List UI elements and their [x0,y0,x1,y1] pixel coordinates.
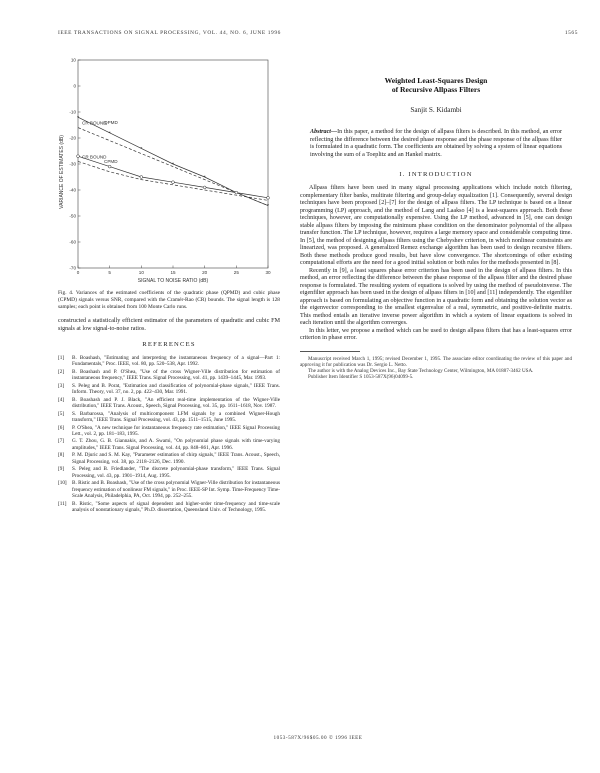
data-point [267,196,270,199]
reference-item [58,397,280,410]
reference-number: [4] [58,396,65,403]
intro-paragraph-3: In this letter, we propose a method which can be used to design allpass filters that has a least-squares error criterion in phase error. [300,327,572,342]
paper-column [300,52,572,381]
journal-header: IEEE TRANSACTIONS ON SIGNAL PROCESSING, VOL. 44, NO. 6, JUNE 1996 [58,30,281,36]
reference-number: [5] [58,410,65,417]
reference-item [58,501,280,514]
data-point [203,186,206,189]
data-point: * [203,174,206,180]
reference-item [58,369,280,382]
data-point [140,176,143,179]
reference-number: [1] [58,355,65,361]
references-heading: REFERENCES [142,341,196,348]
paper-author: Sanjit S. Kidambi [410,106,462,115]
y-axis-label: VARIANCE OF ESTIMATES (dB) [59,135,65,209]
reference-number: [3] [58,382,65,389]
reference-text: B. Ristic, "Some aspects of signal dependent and higher-order time-frequency and time-scale analysis of nonstationary signals," Ph.D. dissertation, Queensland Univ. of Technology, 1995. [72,500,280,513]
abstract [300,129,572,159]
x-tick-label: 10 [138,270,144,275]
reference-item [58,438,280,451]
reference-number: [6] [58,424,65,431]
footnote-rule [300,351,360,352]
figure-caption: Fig. 4. Variances of the estimated coefficients of the quadratic phase (QPMD) and cubic phase (CPMD) signals versus SNR, compared with the Cramér-Rao (CR) bounds. The signal length is 128 samples; each point is obtained from 100 Monte Carlo runs. [58,290,280,310]
reference-text: P. M. Djuric and S. M. Kay, "Parameter estimation of chirp signals," IEEE Trans. Acoust., Speech, Signal Processing, vol. 38, pp. 2118–2126, Dec. 1990. [72,452,280,465]
series-annotation: CR BOUND [82,154,107,160]
series-annotation: CR BOUND [82,120,107,126]
publication-id: 1053-587X/96$05.00 © 1996 IEEE [273,735,363,741]
abstract-text: In this paper, a method for the design of allpass filters is described. In this method, an error reflecting the difference between the desired phase response and the phase response of the allpass filter is formulated in a quadratic form. The coefficients are obtained by solving a system of linear equations involving the sum of a Toeplitz and an Hankel matrix. [310,129,562,158]
data-point: * [140,146,143,151]
reference-text: B. Boashash, "Estimating and interpreting the instantaneous frequency of a signal—Part 1: Fundamentals," Proc. IEEE, vol. 80, pp. 520–538, Apr. 1992. [72,355,280,368]
x-tick-label: 25 [233,270,239,275]
x-axis-label: SIGNAL TO NOISE RATIO (dB) [137,278,209,284]
reference-number: [9] [58,466,65,473]
y-tick-label: -40 [69,187,76,193]
reference-number: [11] [58,500,67,507]
x-tick-label: 15 [170,270,176,275]
footnote-publisher-id: Publisher Item Identifier S 1053-587X(96)04099-5. [308,374,414,381]
y-tick-label: 0 [73,83,76,89]
y-tick-label: -60 [69,239,76,245]
title-line-1: Weighted Least-Squares Design [384,76,488,85]
left-column-text [58,318,280,514]
reference-text: B. Boashash and P. O'Shea, "Use of the cross Wigner-Ville distribution for estimation of instantaneous frequency," IEEE Trans. Signal Processing, vol. 41, pp. 1439–1445, Mar. 1993. [72,368,280,382]
reference-item [58,411,280,424]
reference-item [58,466,280,479]
intro-paragraph-1: Allpass filters have been used in many signal processing applications which include notch filtering, complementary filter banks, multirate filtering and group-delay equalization [1]. Consequently, several design techniques have been proposed [2]–[7] for the design of allpass filters. The LP technique is based on a linear programming (LP) approach, and the method of Lang and Laakso [4] is a least-squares approach. Both these techniques, however, are computationally expensive. Using the LP method, advanced in [5], one can design stable allpass filters by imposing the minimum phase condition on the denominator polynomial of the allpass transfer function. The LP technique, however, requires a large memory space and considerable computing time. In [5], the method of designing allpass filters using the Chebyshev criterion, in which nonlinear constraints are linearized, was proposed. A generalized Remez exchange algorithm has been used to design recursive filters. Both these methods produce good results, but have slow convergence. The shortcomings of other existing computational efforts are the need for a good initial solution or both rules for the methods presented in [8]. [300,185,572,267]
reference-number: [2] [58,368,65,375]
paper-title [300,76,572,94]
data-point [108,165,111,168]
reference-text: B. Ristic and B. Boashash, "Use of the cross polynomial Wigner-Ville distribution for instantaneous frequency estimation of nonlinear FM signals," in Proc. IEEE-SP Int. Symp. Time-Frequency Time-Scale Analysis, Philadelphia, PA, Oct. 1994, pp. 252–255. [72,480,280,500]
reference-text: P. O'Shea, "A new technique for instantaneous frequency rate estimation," IEEE Signal Processing Lett., vol. 2, pp. 181–183, 1995. [72,424,280,437]
data-point: * [266,203,270,209]
reference-number: [7] [58,438,65,445]
reference-number: [8] [58,452,65,459]
left-body-paragraph: constructed a statistically efficient estimator of the parameters of quadratic and cubic FM signals at low signal-to-noise ratios. [58,318,280,332]
data-point [235,191,238,194]
data-point [77,155,80,158]
footnote-manuscript: Manuscript received March 1, 1995; revised December 1, 1995. The associate editor coordinating the review of this paper and approving it for publication was Dr. Sergio L. Netto. [300,355,572,368]
reference-text: S. Peleg and B. Porat, "Estimation and classification of polynomial-phase signals," IEEE Trans. Inform. Theory, vol. 37, no. 2, pp. 422–430, Mar. 1991. [72,382,280,396]
y-tick-label: -70 [69,265,76,271]
reference-item [58,452,280,465]
reference-item [58,355,280,368]
reference-text: G. T. Zhou, G. B. Giannakis, and A. Swami, "On polynomial phase signals with time-varying amplitudes," IEEE Trans. Signal Processing, vol. 44, pp. 848–861, Apr. 1996. [72,438,280,451]
y-tick-label: 10 [70,57,76,63]
title-line-2: of Recursive Allpass Filters [391,85,481,95]
y-tick-label: -10 [69,109,76,115]
reference-item [58,425,280,438]
x-tick-label: 5 [108,270,111,275]
series-annotation: QPMD [104,120,118,126]
x-tick-label: 20 [202,270,208,275]
data-point: * [171,161,175,167]
reference-item [58,383,280,396]
y-tick-label: -50 [69,213,76,219]
abstract-label: Abstract— [310,129,338,136]
reference-number: [10] [58,480,67,487]
reference-text: S. Peleg and B. Friedlander, "The discrete polynomial-phase transform," IEEE Trans. Signal Processing, vol. 43, pp. 1901–1914, Aug. 1995. [72,466,280,479]
reference-item [58,480,280,499]
data-point: * [108,130,111,136]
x-tick-label: 0 [76,270,80,275]
series-annotation: CPMD [104,159,118,165]
data-point: * [76,114,80,120]
running-header [58,30,578,40]
intro-paragraph-2: Recently in [9], a least squares phase error criterion has been used in the design of allpass filters. In this method, an error reflecting the difference between the phase response of the allpass filter and the desired phase response is formulated. The resulting system of equations is solved by using the method of pseudoinverse. The eigenfilter approach has been used in the design of allpass filters in [10] and [11] independently. The eigenfilter approach is based on formulating an objective function in a quadratic form and obtaining the solution vector as the eigenvector corresponding to the smallest eigenvalue of a real, symmetric, and positive-definite matrix. This method entails an iterative inverse power algorithm in which a system of linear equations is solved in each iteration until the algorithm converges. [300,267,572,327]
reference-text: B. Boashash and P. J. Black, "An efficient real-time implementation of the Wigner-Ville distribution," IEEE Trans. Acoust., Speech, Signal Processing, vol. 35, pp. 1611–1618, Nov. 1987. [72,396,280,410]
data-point [172,181,175,184]
y-tick-label: -20 [69,135,76,141]
y-tick-label: -30 [69,161,76,167]
footnote-affiliation: The author is with the Analog Devices Inc., Bay State Technology Center, Wilmington, MA 01887-3462 USA. [308,368,534,375]
reference-text: S. Barbarossa, "Analysis of multicomponent LFM signals by a combined Wigner-Hough transform," IEEE Trans. Signal Processing, vol. 43, pp. 1511–1515, June 1995. [72,410,280,424]
page-number: 1565 [564,30,578,36]
introduction-heading: I. INTRODUCTION [399,171,473,179]
references-list [58,355,280,513]
variance-vs-snr-chart [58,54,280,286]
x-tick-label: 30 [265,270,271,275]
